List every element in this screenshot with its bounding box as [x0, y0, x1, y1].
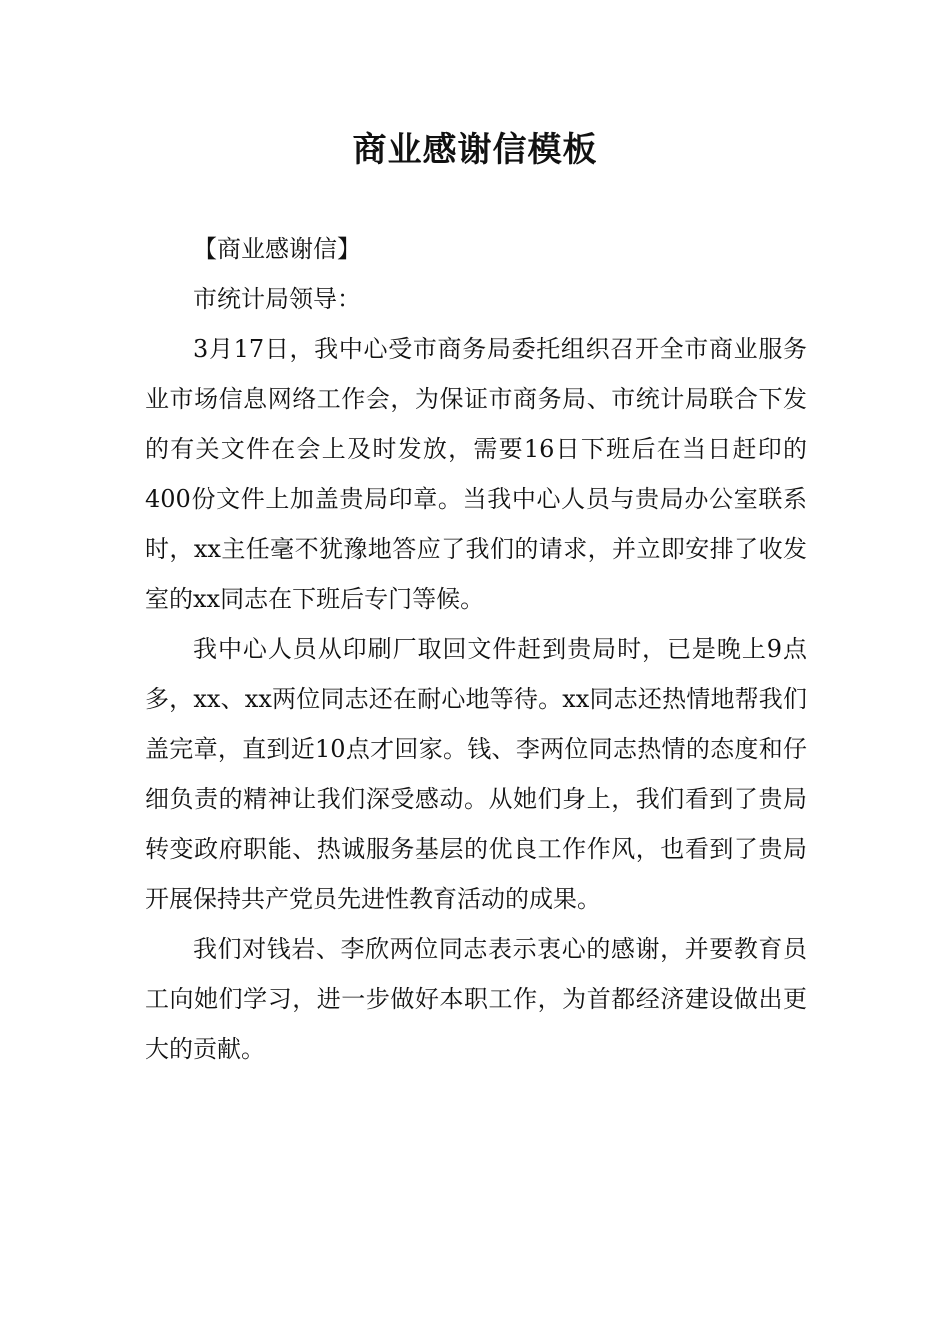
document-title: 商业感谢信模板 [352, 130, 598, 170]
document-body [145, 224, 807, 1074]
body-paragraph-1: 3月17日，我中心受市商务局委托组织召开全市商业服务业市场信息网络工作会，为保证市商务局、市统计局联合下发的有关文件在会上及时发放，需要16日下班后在当日赶印的400份文件上加盖贵局印章。当我中心人员与贵局办公室联系时，xx主任毫不犹豫地答应了我们的请求，并立即安排了收发室的xx同志在下班后专门等候。 [145, 335, 807, 613]
body-paragraph-3: 我们对钱岩、李欣两位同志表示衷心的感谢，并要教育员工向她们学习，进一步做好本职工作，为首都经济建设做出更大的贡献。 [145, 935, 807, 1063]
section-heading: 【商业感谢信】 [193, 235, 361, 263]
body-paragraph-2: 我中心人员从印刷厂取回文件赶到贵局时，已是晚上9点多，xx、xx两位同志还在耐心地等待。xx同志还热情地帮我们盖完章，直到近10点才回家。钱、李两位同志热情的态度和仔细负责的精神让我们深受感动。从她们身上，我们看到了贵局转变政府职能、热诚服务基层的优良工作作风，也看到了贵局开展保持共产党员先进性教育活动的成果。 [145, 635, 807, 913]
salutation: 市统计局领导： [193, 285, 361, 313]
